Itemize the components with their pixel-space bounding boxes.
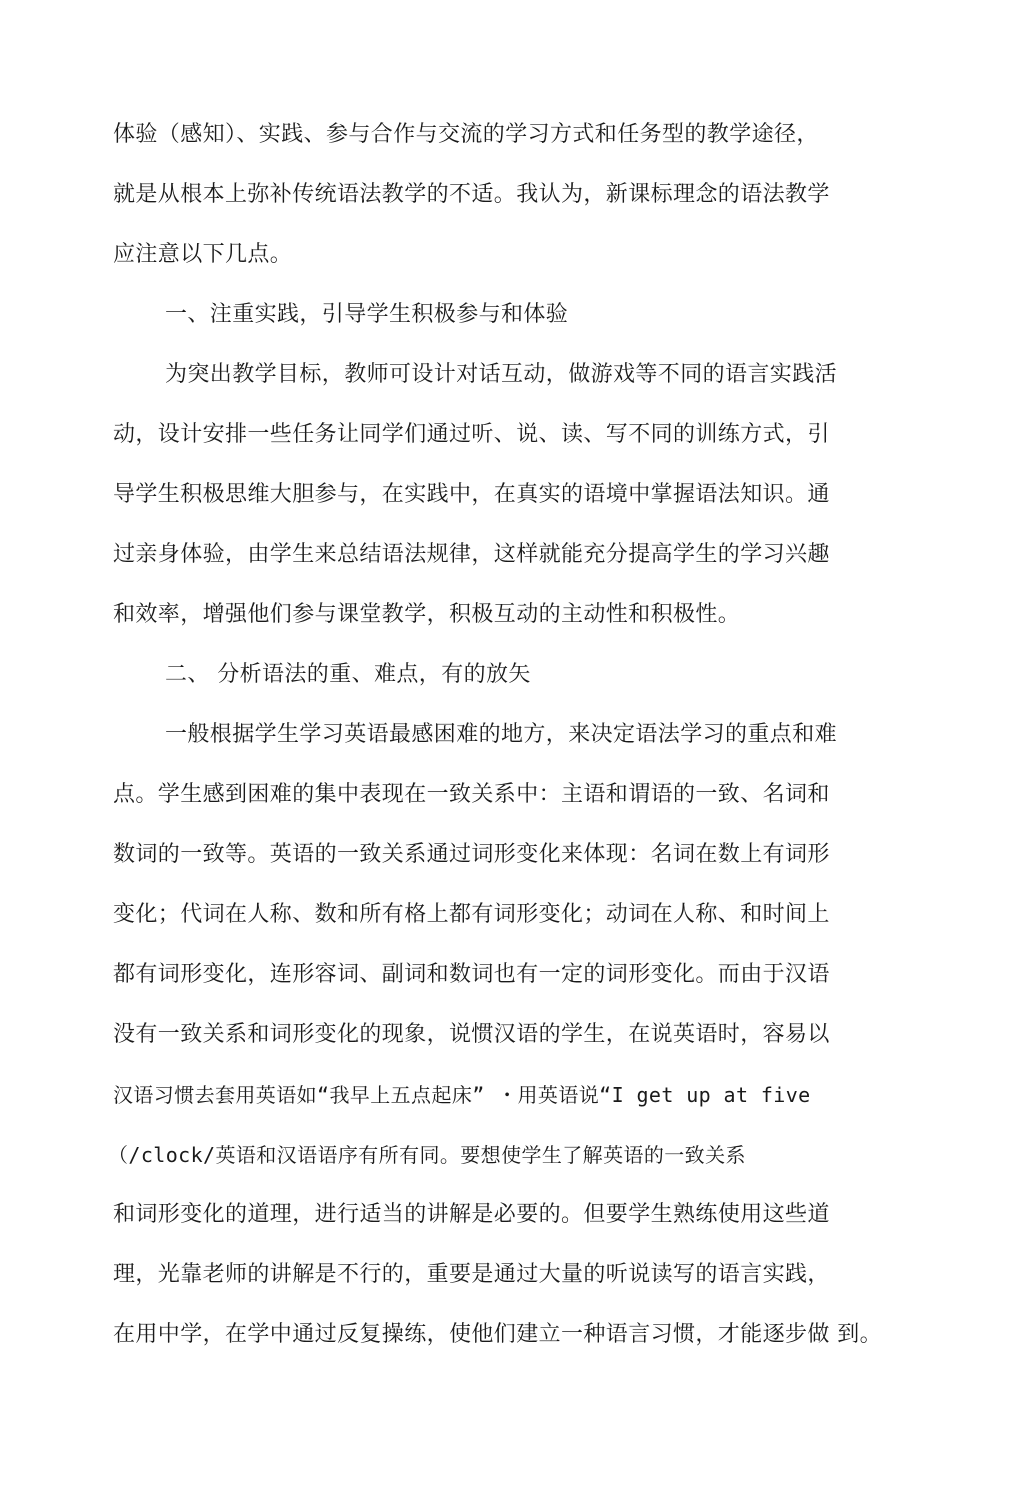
text-line-2: 就是从根本上弥补传统语法教学的不适。我认为，新课标理念的语法教学 (113, 182, 830, 207)
text-line-17: 汉语习惯去套用英语如“我早上五点起床” ・用英语说“I get up at five (113, 1083, 811, 1107)
section-heading-2: 二、 分析语法的重、难点，有的放矢 (165, 662, 531, 687)
text-line-11: 一般根据学生学习英语最感困难的地方，来决定语法学习的重点和难 (165, 722, 838, 747)
text-line-3: 应注意以下几点。 (113, 242, 293, 267)
text-line-12: 点。学生感到困难的集中表现在一致关系中：主语和谓语的一致、名词和 (113, 782, 830, 807)
text-line-6: 动，设计安排一些任务让同学们通过听、说、读、写不同的训练方式，引 (113, 422, 830, 447)
text-line-19: 和词形变化的道理，进行适当的讲解是必要的。但要学生熟练使用这些道 (113, 1202, 830, 1227)
text-line-5: 为突出教学目标，教师可设计对话互动，做游戏等不同的语言实践活 (165, 362, 838, 387)
text-line-1: 体验（感知）、实践、参与合作与交流的学习方式和任务型的教学途径， (113, 122, 819, 147)
text-line-8: 过亲身体验，由学生来总结语法规律，这样就能充分提高学生的学习兴趣 (113, 542, 830, 567)
text-line-21: 在用中学，在学中通过反复操练，使他们建立一种语言习惯，才能逐步做 到。 (113, 1322, 882, 1347)
text-line-20: 理，光靠老师的讲解是不行的，重要是通过大量的听说读写的语言实践， (113, 1262, 830, 1287)
text-line-15: 都有词形变化，连形容词、副词和数词也有一定的词形变化。而由于汉语 (113, 962, 830, 987)
text-line-7: 导学生积极思维大胆参与，在实践中，在真实的语境中掌握语法知识。通 (113, 482, 830, 507)
text-line-18: （/clock/英语和汉语语序有所有同。要想使学生了解英语的一致关系 (108, 1143, 746, 1167)
section-heading-1: 一、注重实践，引导学生积极参与和体验 (165, 302, 569, 327)
text-line-9: 和效率，增强他们参与课堂教学，积极互动的主动性和积极性。 (113, 602, 741, 627)
text-line-14: 变化；代词在人称、数和所有格上都有词形变化；动词在人称、和时间上 (113, 902, 830, 927)
text-line-13: 数词的一致等。英语的一致关系通过词形变化来体现：名词在数上有词形 (113, 842, 830, 867)
text-line-16: 没有一致关系和词形变化的现象，说惯汉语的学生，在说英语时，容易以 (113, 1022, 830, 1047)
